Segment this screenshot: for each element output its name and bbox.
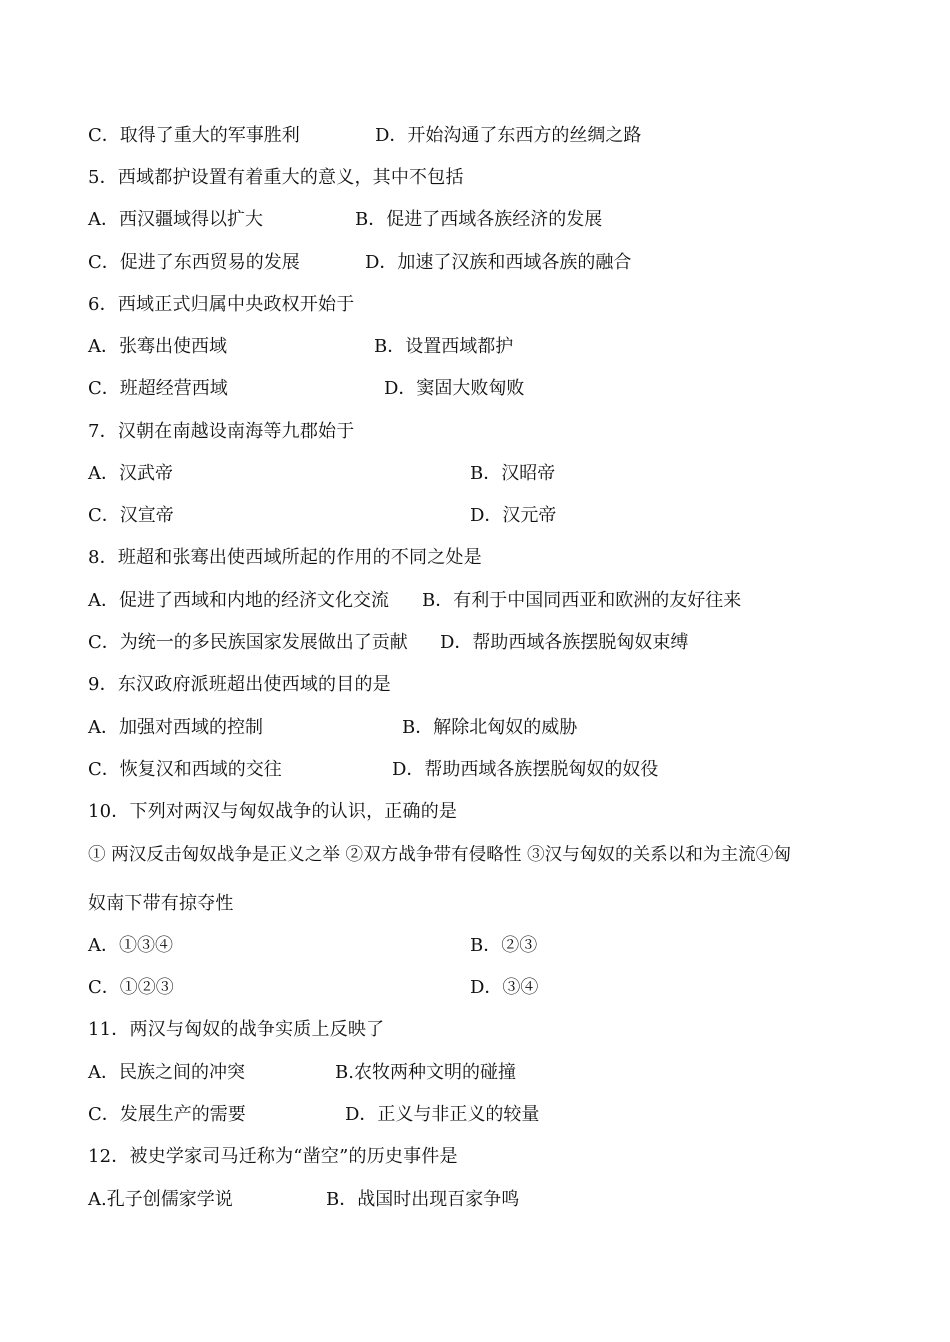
q9-option-d: D．帮助西域各族摆脱匈奴的奴役 bbox=[392, 759, 659, 780]
q7-option-b: B．汉昭帝 bbox=[470, 463, 556, 484]
q7-stem: 7．汉朝在南越设南海等九郡始于 bbox=[88, 421, 355, 442]
q6-stem: 6．西域正式归属中央政权开始于 bbox=[88, 294, 355, 315]
q6-option-b: B．设置西域都护 bbox=[374, 336, 514, 357]
q11-option-d: D．正义与非正义的较量 bbox=[345, 1104, 540, 1125]
q10-stem: 10．下列对两汉与匈奴战争的认识，正确的是 bbox=[88, 801, 458, 822]
q12-option-b: B．战国时出现百家争鸣 bbox=[326, 1189, 520, 1210]
q5-stem: 5．西域都护设置有着重大的意义，其中不包括 bbox=[88, 167, 464, 188]
q5-option-b: B．促进了西域各族经济的发展 bbox=[355, 209, 603, 230]
q10-option-a: A．①③④ bbox=[88, 935, 173, 956]
q5-option-d: D．加速了汉族和西域各族的融合 bbox=[365, 252, 632, 273]
q6-option-c: C．班超经营西域 bbox=[88, 378, 228, 399]
q9-option-b: B．解除北匈奴的威胁 bbox=[402, 717, 578, 738]
q9-option-a: A．加强对西域的控制 bbox=[88, 717, 263, 738]
q8-option-d: D．帮助西域各族摆脱匈奴束缚 bbox=[440, 632, 689, 653]
q4-option-c: C．取得了重大的军事胜利 bbox=[88, 125, 300, 146]
q8-stem: 8．班超和张骞出使西域所起的作用的不同之处是 bbox=[88, 547, 482, 568]
q8-option-a: A．促进了西域和内地的经济文化交流 bbox=[88, 590, 389, 611]
q12-stem: 12．被史学家司马迁称为“凿空”的历史事件是 bbox=[88, 1146, 458, 1167]
q10-option-b: B．②③ bbox=[470, 935, 538, 956]
q4-option-d: D．开始沟通了东西方的丝绸之路 bbox=[375, 125, 642, 146]
q6-option-d: D．窦固大败匈败 bbox=[384, 378, 525, 399]
q10-statements-line1: ① 两汉反击匈奴战争是正义之举 ②双方战争带有侵略性 ③汉与匈奴的关系以和为主流④匈 bbox=[88, 845, 791, 865]
q8-option-b: B．有利于中国同西亚和欧洲的友好往来 bbox=[422, 590, 742, 611]
q12-option-a: A.孔子创儒家学说 bbox=[88, 1189, 233, 1210]
q10-statements-line2: 奴南下带有掠夺性 bbox=[88, 893, 234, 914]
q7-option-a: A．汉武帝 bbox=[88, 463, 173, 484]
q10-option-d: D．③④ bbox=[470, 977, 539, 998]
q7-option-c: C．汉宣帝 bbox=[88, 505, 174, 526]
q11-option-a: A．民族之间的冲突 bbox=[88, 1062, 245, 1083]
q7-option-d: D．汉元帝 bbox=[470, 505, 557, 526]
q11-option-b: B.农牧两种文明的碰撞 bbox=[335, 1062, 516, 1083]
q6-option-a: A．张骞出使西域 bbox=[88, 336, 227, 357]
q11-option-c: C．发展生产的需要 bbox=[88, 1104, 246, 1125]
q9-stem: 9．东汉政府派班超出使西域的目的是 bbox=[88, 674, 391, 695]
q5-option-c: C．促进了东西贸易的发展 bbox=[88, 252, 300, 273]
q10-option-c: C．①②③ bbox=[88, 977, 174, 998]
q9-option-c: C．恢复汉和西域的交往 bbox=[88, 759, 282, 780]
q5-option-a: A．西汉疆域得以扩大 bbox=[88, 209, 263, 230]
q11-stem: 11．两汉与匈奴的战争实质上反映了 bbox=[88, 1019, 385, 1040]
q8-option-c: C．为统一的多民族国家发展做出了贡献 bbox=[88, 632, 408, 653]
